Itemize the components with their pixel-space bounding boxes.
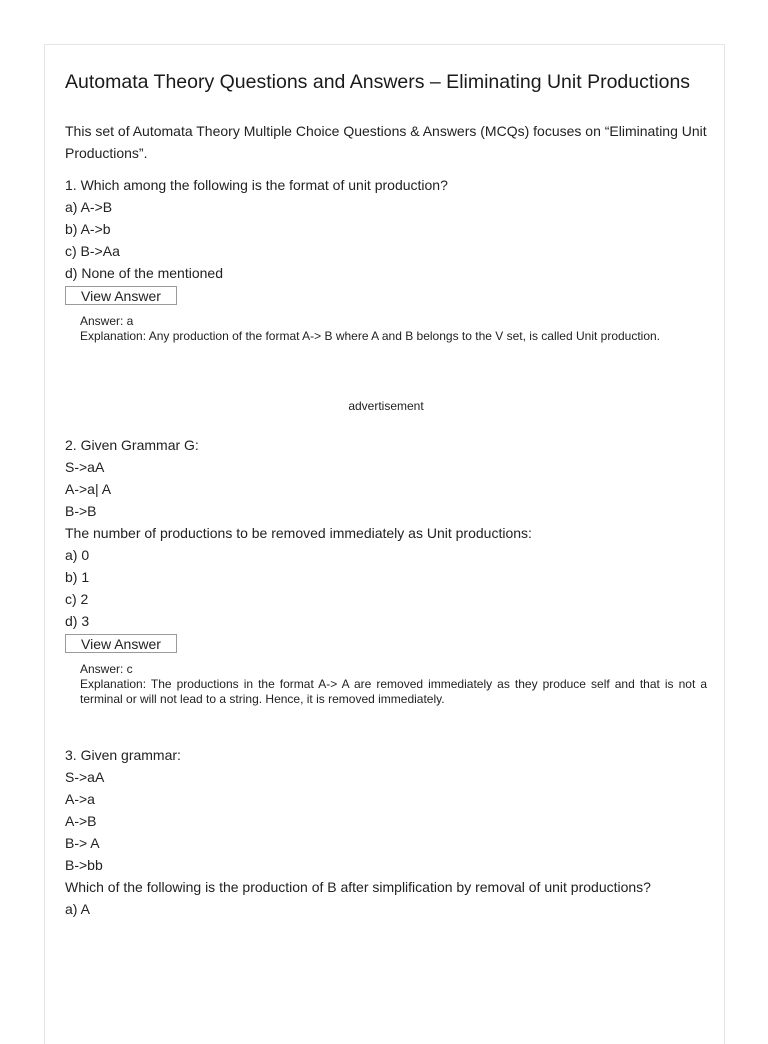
grammar-rule: B-> A [65, 835, 100, 851]
explanation-text: Explanation: Any production of the format A-> B where A and B belongs to the V set, is called Unit production. [80, 329, 661, 343]
option-c: c) B->Aa [65, 243, 120, 259]
answer-panel [80, 314, 707, 344]
answer-text: Answer: a [80, 314, 134, 328]
grammar-rule: A->a| A [65, 481, 112, 497]
explanation-text: Explanation: The productions in the format A-> A are removed immediately as they produce self and that is not a terminal or will not lead to a string. Hence, it is removed immediately. [80, 677, 707, 706]
article-content [65, 69, 707, 920]
question-prompt: The number of productions to be removed immediately as Unit productions: [65, 525, 532, 541]
option-a: a) A [65, 901, 90, 917]
question-text: 2. Given Grammar G: [65, 437, 199, 453]
question-text: 3. Given grammar: [65, 747, 181, 763]
question-block-3 [65, 744, 707, 920]
question-block-1 [65, 174, 707, 344]
grammar-rule: A->B [65, 813, 97, 829]
article-card [44, 44, 725, 1044]
option-d: d) None of the mentioned [65, 265, 223, 281]
grammar-rule: A->a [65, 791, 95, 807]
answer-text: Answer: c [80, 662, 133, 676]
option-b: b) A->b [65, 221, 111, 237]
option-b: b) 1 [65, 569, 90, 585]
option-c: c) 2 [65, 591, 89, 607]
grammar-rule: B->B [65, 503, 97, 519]
grammar-rule: B->bb [65, 857, 103, 873]
view-answer-button[interactable]: View Answer [65, 286, 177, 305]
grammar-rule: S->aA [65, 459, 105, 475]
intro-paragraph: This set of Automata Theory Multiple Choice Questions & Answers (MCQs) focuses on “Eliminating Unit Productions”. [65, 123, 707, 161]
advertisement-label: advertisement [348, 399, 424, 413]
question-prompt: Which of the following is the production of B after simplification by removal of unit productions? [65, 879, 651, 895]
page-title: Automata Theory Questions and Answers – Eliminating Unit Productions [65, 71, 691, 93]
option-d: d) 3 [65, 613, 90, 629]
view-answer-button[interactable]: View Answer [65, 634, 177, 653]
question-text: 1. Which among the following is the format of unit production? [65, 177, 448, 193]
answer-panel [80, 662, 707, 707]
option-a: a) 0 [65, 547, 90, 563]
option-a: a) A->B [65, 199, 113, 215]
grammar-rule: S->aA [65, 769, 105, 785]
question-block-2 [65, 434, 707, 707]
